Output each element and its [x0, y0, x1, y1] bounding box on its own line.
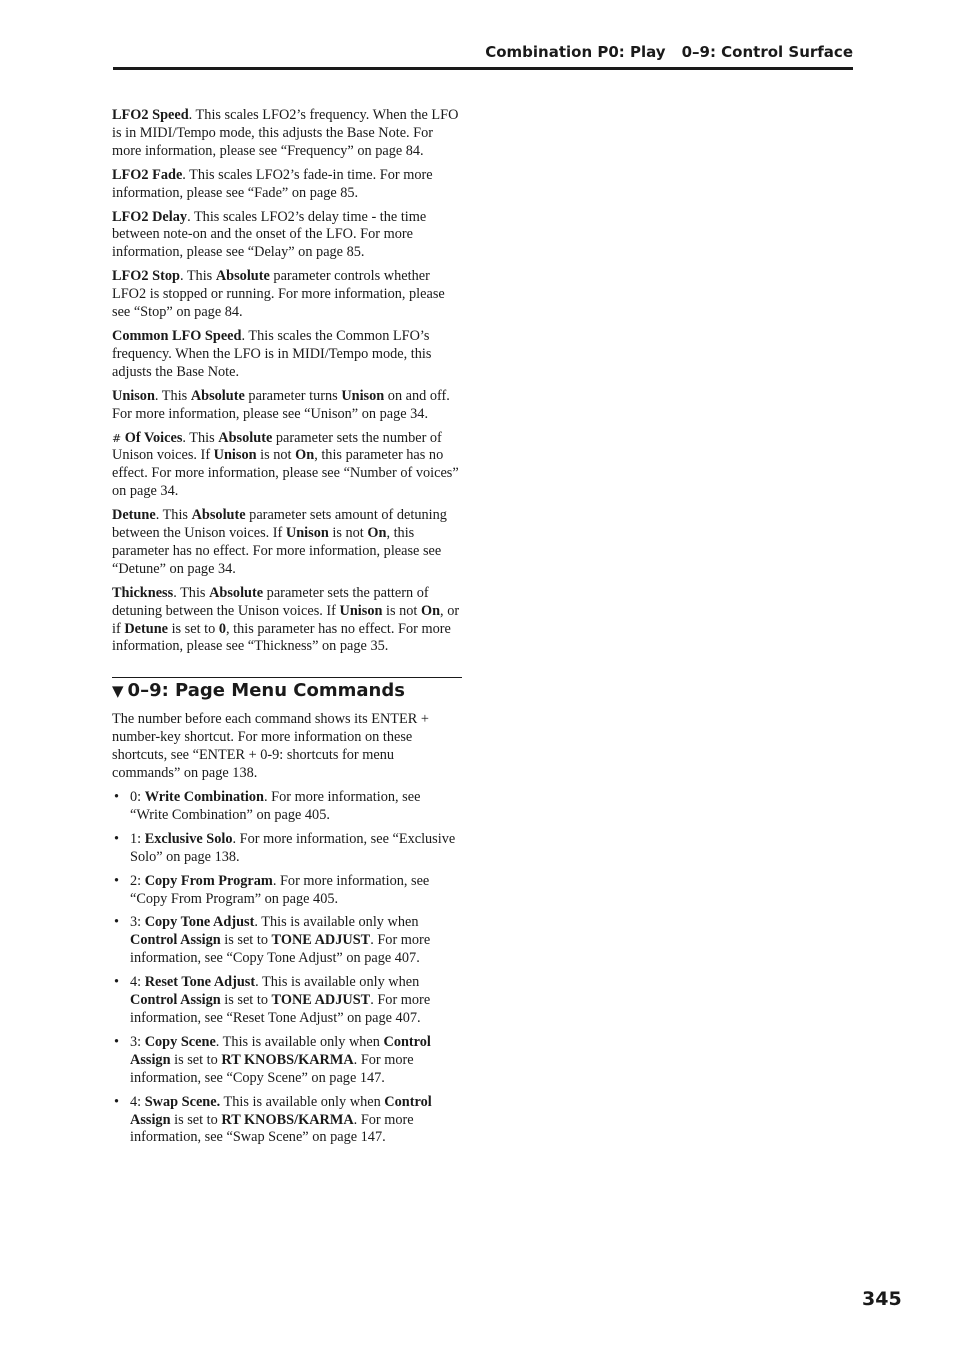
hash-symbol: #: [112, 431, 122, 445]
list-item: • 3: Copy Scene. This is available only when Control Assign is set to RT KNOBS/KARMA. For more information, see “Copy Scene” on page 147.: [114, 1033, 431, 1086]
triangle-down-icon: ▼: [112, 682, 124, 701]
bullet-icon: •: [114, 830, 120, 847]
bullet-icon: •: [114, 872, 120, 889]
page-number: 345: [862, 1288, 902, 1310]
param-lfo2-stop: LFO2 Stop. This Absolute parameter controls whether LFO2 is stopped or running. For more information, please see “Stop” on page 84.: [112, 268, 445, 321]
list-item: • 4: Swap Scene. This is available only when Control Assign is set to RT KNOBS/KARMA. For more information, see “Swap Scene” on page 147.: [114, 1093, 432, 1146]
main-column: [112, 107, 462, 1153]
param-unison: Unison. This Absolute parameter turns Unison on and off. For more information, please see “Unison” on page 34.: [112, 387, 450, 422]
list-item: • 4: Reset Tone Adjust. This is available only when Control Assign is set to TONE ADJUST. For more information, see “Reset Tone Adjust” on page 407.: [114, 974, 431, 1026]
section-title: 0–9: Page Menu Commands: [127, 680, 405, 702]
param-lfo2-delay: LFO2 Delay. This scales LFO2’s delay time - the time between note-on and the onset of the LFO. For more information, please see “Delay” on page 85.: [112, 208, 427, 261]
running-header: [113, 41, 853, 70]
list-item: • 0: Write Combination. For more information, see “Write Combination” on page 405.: [114, 789, 421, 823]
list-item: • 3: Copy Tone Adjust. This is available only when Control Assign is set to TONE ADJUST. For more information, see “Copy Tone Adjust” on page 407.: [114, 914, 431, 967]
command-list: [112, 789, 462, 1147]
param-lfo2-fade: LFO2 Fade. This scales LFO2’s fade-in time. For more information, please see “Fade” on page 85.: [112, 166, 433, 201]
header-chapter: Combination P0: Play: [485, 43, 666, 61]
param-detune: Detune. This Absolute parameter sets amount of detuning between the Unison voices. If Unison is not On, this parameter has no effect. For more information, please see “Detune” on page 34.: [112, 507, 447, 577]
bullet-icon: •: [114, 1033, 120, 1050]
bullet-icon: •: [114, 974, 120, 991]
param-common-lfo-speed: Common LFO Speed. This scales the Common LFO’s frequency. When the LFO is in MIDI/Tempo mode, this adjusts the Base Note.: [112, 327, 432, 380]
param-of-voices: # Of Voices. This Absolute parameter sets the number of Unison voices. If Unison is not On, this parameter has no effect. For more information, please see “Number of voices” on page 34.: [112, 429, 459, 500]
bullet-icon: •: [114, 1093, 120, 1110]
bullet-icon: •: [114, 789, 120, 805]
bullet-icon: •: [114, 914, 120, 931]
list-item: • 2: Copy From Program. For more information, see “Copy From Program” on page 405.: [114, 872, 430, 907]
section-heading: [112, 677, 462, 703]
section-intro: The number before each command shows its ENTER + number-key shortcut. For more information on these shortcuts, see “ENTER + 0-9: shortcuts for menu commands” on page 138.: [112, 711, 429, 782]
list-item: • 1: Exclusive Solo. For more information, see “Exclusive Solo” on page 138.: [114, 830, 456, 865]
param-lfo2-speed: LFO2 Speed. This scales LFO2’s frequency. When the LFO is in MIDI/Tempo mode, this adjusts the Base Note. For more information, please see “Frequency” on page 84.: [112, 107, 459, 159]
param-thickness: Thickness. This Absolute parameter sets the pattern of detuning between the Unison voices. If Unison is not On, or if Detune is set to 0, this parameter has no effect. For more information, please see “Thickness” on page 35.: [112, 584, 460, 655]
header-section: 0–9: Control Surface: [681, 43, 853, 61]
